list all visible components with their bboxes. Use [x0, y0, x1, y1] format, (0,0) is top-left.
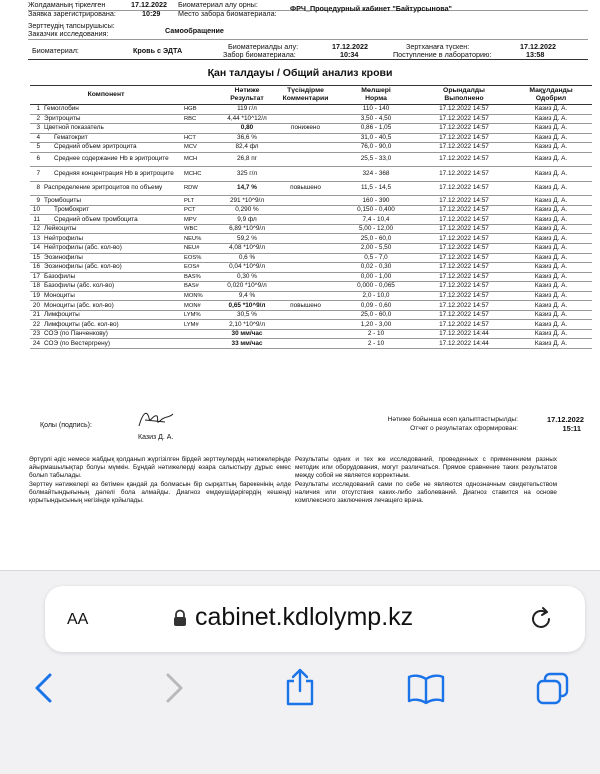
collect-location: ФРЧ_Процедурный кабинет "Байтурсынова"	[290, 4, 452, 13]
row-result: 0,6 %	[217, 253, 277, 263]
col-comment-kz: Түсіндірме	[287, 87, 324, 94]
row-number: 15	[30, 253, 42, 263]
col-comment	[277, 86, 334, 105]
row-norm: 0,09 - 0,60	[334, 301, 418, 311]
customer-value: Самообращение	[165, 26, 224, 35]
aa-label: AA	[67, 611, 89, 628]
row-approved: Казиз Д. А.	[510, 133, 592, 143]
row-approved: Казиз Д. А.	[510, 301, 592, 311]
table-row	[30, 152, 592, 167]
row-result: 6,89 *10^9/л	[217, 224, 277, 234]
row-component: Лимфоциты (абс. кол-во)	[42, 320, 182, 330]
row-number: 18	[30, 282, 42, 292]
row-number: 20	[30, 301, 42, 311]
row-number: 6	[30, 152, 42, 167]
table-row	[30, 234, 592, 244]
row-done: 17.12.2022 14:57	[418, 167, 510, 182]
row-comment	[277, 291, 334, 301]
row-result: 14,7 %	[217, 181, 277, 196]
row-done: 17.12.2022 14:57	[418, 105, 510, 115]
row-comment	[277, 215, 334, 225]
row-number: 8	[30, 181, 42, 196]
row-component: Нейтрофилы	[42, 234, 182, 244]
row-norm: 2,00 - 5,50	[334, 243, 418, 253]
row-result: 0,290 %	[217, 205, 277, 215]
row-approved: Казиз Д. А.	[510, 234, 592, 244]
col-norm-ru: Норма	[365, 95, 387, 102]
row-component: Гемоглобин	[42, 105, 182, 115]
row-norm: 2,0 - 10,0	[334, 291, 418, 301]
row-result: 4,44 *10^12/л	[217, 114, 277, 124]
row-done: 17.12.2022 14:57	[418, 282, 510, 292]
col-done-ru: Выполнено	[444, 95, 484, 102]
row-comment	[277, 167, 334, 182]
forward-icon[interactable]	[162, 671, 186, 705]
row-component: Базофилы (абс. кол-во)	[42, 282, 182, 292]
row-done: 17.12.2022 14:57	[418, 143, 510, 153]
lab-label: Зертханаға түскен:	[406, 42, 470, 51]
row-component: Тромбокрит	[42, 205, 182, 215]
bottom-toolbar	[0, 671, 600, 731]
row-code: PCT	[182, 205, 217, 215]
col-done-kz: Орындалды	[443, 87, 485, 94]
row-norm: 0,02 - 0,30	[334, 263, 418, 273]
row-component: Цветной показатель	[42, 124, 182, 134]
row-code: PLT	[182, 196, 217, 206]
row-result: 30,5 %	[217, 310, 277, 320]
row-comment	[277, 224, 334, 234]
table-row	[30, 224, 592, 234]
row-comment	[277, 282, 334, 292]
row-norm: 31,0 - 40,5	[334, 133, 418, 143]
col-comment-ru: Комментарии	[282, 95, 329, 102]
lock-icon	[173, 609, 187, 627]
taken-label: Биоматериалды алу:	[228, 42, 299, 51]
row-comment	[277, 263, 334, 273]
table-header-row	[30, 86, 592, 105]
row-done: 17.12.2022 14:44	[418, 329, 510, 339]
row-result: 0,020 *10^9/л	[217, 282, 277, 292]
table-row	[30, 124, 592, 134]
col-result-ru: Результат	[230, 95, 264, 102]
registered-label: Жолдаманың тіркелген	[28, 0, 106, 9]
row-norm: 2 - 10	[334, 329, 418, 339]
row-code: MCHC	[182, 167, 217, 182]
row-done: 17.12.2022 14:44	[418, 339, 510, 349]
row-done: 17.12.2022 14:57	[418, 133, 510, 143]
taken-date: 17.12.2022	[332, 42, 368, 51]
row-result: 36,6 %	[217, 133, 277, 143]
table-row	[30, 253, 592, 263]
row-done: 17.12.2022 14:57	[418, 291, 510, 301]
row-code: WBC	[182, 224, 217, 234]
row-done: 17.12.2022 14:57	[418, 152, 510, 167]
col-approved-ru: Одобрил	[535, 95, 567, 102]
row-result: 119 г/л	[217, 105, 277, 115]
row-code: RDW	[182, 181, 217, 196]
table-row	[30, 243, 592, 253]
table-row	[30, 301, 592, 311]
row-done: 17.12.2022 14:57	[418, 310, 510, 320]
registered-time: 10:29	[142, 8, 161, 18]
row-result: 4,08 *10^9/л	[217, 243, 277, 253]
row-norm: 25,5 - 33,0	[334, 152, 418, 167]
row-result: 0,30 %	[217, 272, 277, 282]
row-norm: 25,0 - 60,0	[334, 310, 418, 320]
collect-label: Биоматериал алу орны:	[178, 0, 258, 9]
row-result: 291 *10^9/л	[217, 196, 277, 206]
row-number: 13	[30, 234, 42, 244]
row-comment	[277, 339, 334, 349]
row-result: 0,65 *10^9/л	[217, 301, 277, 311]
row-code: EOS%	[182, 253, 217, 263]
row-code: NEU%	[182, 234, 217, 244]
row-norm: 25,0 - 60,0	[334, 234, 418, 244]
row-code: EOS#	[182, 263, 217, 273]
row-code: MPV	[182, 215, 217, 225]
row-comment	[277, 205, 334, 215]
taken-label-ru: Забор биоматериала:	[223, 50, 296, 59]
row-comment	[277, 320, 334, 330]
row-number: 4	[30, 133, 42, 143]
row-done: 17.12.2022 14:57	[418, 114, 510, 124]
table-row	[30, 329, 592, 339]
row-approved: Казиз Д. А.	[510, 114, 592, 124]
row-comment	[277, 253, 334, 263]
customer-label: Зерттеудің тапсырушысы:	[28, 21, 115, 30]
collect-label-ru: Место забора биоматериала:	[178, 8, 277, 18]
lab-time: 13:58	[526, 50, 545, 59]
reload-icon[interactable]	[527, 605, 555, 633]
lab-date: 17.12.2022	[520, 42, 556, 51]
row-done: 17.12.2022 14:57	[418, 224, 510, 234]
row-comment	[277, 152, 334, 167]
share-icon[interactable]	[283, 667, 317, 707]
row-approved: Казиз Д. А.	[510, 329, 592, 339]
lab-label-ru: Поступление в лабораторию:	[393, 50, 492, 59]
row-comment: повышено	[277, 301, 334, 311]
note-ru-1: Результаты одних и тех же исследований, проведенных с применением разных методик или оборудования, могут различаться. Прямое сравнение таких результатов между собой не является корректным.	[295, 456, 557, 479]
row-component: СОЭ (по Панченкову)	[42, 329, 182, 339]
row-approved: Казиз Д. А.	[510, 143, 592, 153]
row-code: MCV	[182, 143, 217, 153]
row-comment: повышено	[277, 181, 334, 196]
row-number: 3	[30, 124, 42, 134]
row-comment	[277, 272, 334, 282]
row-result: 2,10 *10^9/л	[217, 320, 277, 330]
notes-kz	[29, 456, 291, 507]
row-number: 17	[30, 272, 42, 282]
row-component: Гематокрит	[42, 133, 182, 143]
row-approved: Казиз Д. А.	[510, 205, 592, 215]
row-norm: 2 - 10	[334, 339, 418, 349]
row-number: 7	[30, 167, 42, 182]
row-component: Эозинофилы	[42, 253, 182, 263]
row-norm: 160 - 390	[334, 196, 418, 206]
row-comment	[277, 329, 334, 339]
report-header	[28, 0, 588, 60]
row-approved: Казиз Д. А.	[510, 181, 592, 196]
row-code: MCH	[182, 152, 217, 167]
row-comment	[277, 114, 334, 124]
row-code	[182, 339, 217, 349]
registered-date: 17.12.2022	[131, 0, 167, 9]
row-result: 0,04 *10^9/л	[217, 263, 277, 273]
row-result: 33 мм/час	[217, 339, 277, 349]
col-approved-kz: Мақұлданды	[529, 87, 573, 94]
row-norm: 3,50 - 4,50	[334, 114, 418, 124]
row-number: 5	[30, 143, 42, 153]
row-norm: 0,00 - 1,00	[334, 272, 418, 282]
row-approved: Казиз Д. А.	[510, 215, 592, 225]
table-row	[30, 291, 592, 301]
row-done: 17.12.2022 14:57	[418, 124, 510, 134]
row-norm: 0,150 - 0,400	[334, 205, 418, 215]
row-component: Моноциты (абс. кол-во)	[42, 301, 182, 311]
row-result: 26,8 пг	[217, 152, 277, 167]
row-comment	[277, 243, 334, 253]
row-code: HCT	[182, 133, 217, 143]
row-norm: 7,4 - 10,4	[334, 215, 418, 225]
registered-label-ru: Заявка зарегистрирована:	[28, 8, 116, 18]
col-result-kz: Нәтиже	[234, 87, 260, 94]
row-code: LYM#	[182, 320, 217, 330]
row-number: 10	[30, 205, 42, 215]
row-comment	[277, 196, 334, 206]
row-number: 11	[30, 215, 42, 225]
row-done: 17.12.2022 14:57	[418, 243, 510, 253]
page-title: Қан талдауы / Общий анализ крови	[207, 67, 393, 79]
row-approved: Казиз Д. А.	[510, 263, 592, 273]
row-component: Базофилы	[42, 272, 182, 282]
row-result: 325 г/л	[217, 167, 277, 182]
row-number: 16	[30, 263, 42, 273]
row-done: 17.12.2022 14:57	[418, 215, 510, 225]
row-approved: Казиз Д. А.	[510, 167, 592, 182]
row-code: NEU#	[182, 243, 217, 253]
row-result: 59,2 %	[217, 234, 277, 244]
row-result: 9,9 фл	[217, 215, 277, 225]
row-number: 2	[30, 114, 42, 124]
report-date: 17.12.2022	[547, 415, 584, 424]
table-row	[30, 205, 592, 215]
row-done: 17.12.2022 14:57	[418, 234, 510, 244]
table-row	[30, 320, 592, 330]
row-approved: Казиз Д. А.	[510, 310, 592, 320]
table-row	[30, 105, 592, 115]
row-component: Лейкоциты	[42, 224, 182, 234]
row-done: 17.12.2022 14:57	[418, 196, 510, 206]
row-done: 17.12.2022 14:57	[418, 263, 510, 273]
row-approved: Казиз Д. А.	[510, 291, 592, 301]
row-result: 9,4 %	[217, 291, 277, 301]
row-code: BAS%	[182, 272, 217, 282]
table-row	[30, 310, 592, 320]
row-approved: Казиз Д. А.	[510, 320, 592, 330]
table-row	[30, 133, 592, 143]
notes-ru	[295, 456, 557, 507]
signature-label: Қолы (подпись):	[40, 422, 92, 429]
row-comment	[277, 105, 334, 115]
col-approved	[510, 86, 592, 105]
col-norm	[334, 86, 418, 105]
row-norm: 76,0 - 90,0	[334, 143, 418, 153]
row-result: 82,4 фл	[217, 143, 277, 153]
table-row	[30, 339, 592, 349]
row-component: Средняя концентрация Hb в эритроците	[42, 167, 182, 182]
row-approved: Казиз Д. А.	[510, 272, 592, 282]
table-row	[30, 263, 592, 273]
row-component: Средний объем тромбоцита	[42, 215, 182, 225]
row-done: 17.12.2022 14:57	[418, 205, 510, 215]
row-code: BAS#	[182, 282, 217, 292]
row-number: 9	[30, 196, 42, 206]
signature-icon	[135, 408, 177, 434]
row-number: 1	[30, 105, 42, 115]
col-code	[182, 86, 217, 105]
report-label-ru: Отчет о результатах сформирован:	[410, 424, 518, 432]
row-approved: Казиз Д. А.	[510, 105, 592, 115]
row-number: 19	[30, 291, 42, 301]
bookmarks-icon[interactable]	[406, 673, 446, 705]
row-code: HGB	[182, 105, 217, 115]
row-norm: 0,000 - 0,065	[334, 282, 418, 292]
reader-text-size-button[interactable]	[67, 604, 88, 630]
table-row	[30, 215, 592, 225]
row-component: Нейтрофилы (абс. кол-во)	[42, 243, 182, 253]
row-approved: Казиз Д. А.	[510, 253, 592, 263]
row-component: СОЭ (по Вестергрену)	[42, 339, 182, 349]
biomaterial-label: Биоматериал:	[32, 46, 79, 55]
row-component: Среднее содержание Hb в эритроците	[42, 152, 182, 167]
row-comment	[277, 133, 334, 143]
row-comment: понижено	[277, 124, 334, 134]
table-row	[30, 282, 592, 292]
row-number: 21	[30, 310, 42, 320]
row-approved: Казиз Д. А.	[510, 339, 592, 349]
col-component: Компонент	[30, 86, 182, 105]
row-approved: Казиз Д. А.	[510, 243, 592, 253]
table-row	[30, 181, 592, 196]
tabs-icon[interactable]	[535, 671, 571, 707]
row-result: 30 мм/час	[217, 329, 277, 339]
results-table	[30, 85, 592, 349]
row-approved: Казиз Д. А.	[510, 124, 592, 134]
table-row	[30, 143, 592, 153]
row-approved: Казиз Д. А.	[510, 196, 592, 206]
row-component: Лимфоциты	[42, 310, 182, 320]
note-kz-2: Зерттеу нәтижелері өз бетімен қандай да болмасын бір сырқаттың барекенінің әлде болмайтындығының дәлелі бола алмайды. Диагноз емдеушідәрігердің кешенді қорытындысының негізінде қойылады.	[29, 481, 291, 504]
url-display[interactable]	[173, 603, 413, 632]
col-norm-kz: Мөлшері	[361, 87, 391, 94]
table-row	[30, 167, 592, 182]
table-row	[30, 196, 592, 206]
row-norm: 11,5 - 14,5	[334, 181, 418, 196]
row-component: Распределение эритроцитов по объему	[42, 181, 182, 196]
row-component: Эозинофилы (абс. кол-во)	[42, 263, 182, 273]
row-code: MON%	[182, 291, 217, 301]
biomaterial-value: Кровь с ЭДТА	[133, 46, 183, 55]
browser-chrome	[0, 570, 600, 774]
row-norm: 110 - 140	[334, 105, 418, 115]
col-result	[217, 86, 277, 105]
signature-name: Казиз Д. А.	[138, 434, 174, 441]
row-comment	[277, 234, 334, 244]
row-comment	[277, 143, 334, 153]
row-number: 14	[30, 243, 42, 253]
row-result: 0,80	[217, 124, 277, 134]
row-component: Тромбоциты	[42, 196, 182, 206]
address-bar[interactable]	[45, 586, 585, 652]
table-row	[30, 272, 592, 282]
row-component: Эритроциты	[42, 114, 182, 124]
taken-time: 10:34	[340, 50, 359, 59]
customer-label-ru: Заказчик исследования:	[28, 29, 109, 38]
row-done: 17.12.2022 14:57	[418, 181, 510, 196]
report-label-kz: Нәтиже бойынша есеп қалыптастырылды:	[387, 416, 518, 423]
report-time: 15:11	[562, 424, 581, 433]
row-component: Средний объем эритроцита	[42, 143, 182, 153]
row-code	[182, 124, 217, 134]
row-done: 17.12.2022 14:57	[418, 320, 510, 330]
row-approved: Казиз Д. А.	[510, 224, 592, 234]
row-code: RBC	[182, 114, 217, 124]
row-code	[182, 329, 217, 339]
table-row	[30, 114, 592, 124]
row-number: 23	[30, 329, 42, 339]
row-done: 17.12.2022 14:57	[418, 301, 510, 311]
row-number: 12	[30, 224, 42, 234]
row-norm: 1,20 - 3,00	[334, 320, 418, 330]
row-number: 22	[30, 320, 42, 330]
row-done: 17.12.2022 14:57	[418, 272, 510, 282]
row-approved: Казиз Д. А.	[510, 282, 592, 292]
row-norm: 0,5 - 7,0	[334, 253, 418, 263]
note-kz-1: Әртүрлі әдіс немесе жабдық қолданып жүргізілген бірдей зерттеулердің нәтижелеріңде айырмашылықтар болуы мүмкін. Бұндай нәтижелерді өзара салыстыру дұрыс емес болып табылады.	[29, 456, 291, 479]
row-norm: 5,00 - 12,00	[334, 224, 418, 234]
row-norm: 0,86 - 1,05	[334, 124, 418, 134]
row-norm: 324 - 368	[334, 167, 418, 182]
note-ru-2: Результаты исследований сами по себе не являются однозначным свидетельством наличия или отсутствия каких-либо заболеваний. Диагноз ставится на основе комплексного заключения лечащего врача.	[295, 481, 557, 504]
back-icon[interactable]	[32, 671, 56, 705]
row-comment	[277, 310, 334, 320]
row-code: MON#	[182, 301, 217, 311]
row-done: 17.12.2022 14:57	[418, 253, 510, 263]
row-number: 24	[30, 339, 42, 349]
url-text: cabinet.kdlolymp.kz	[195, 603, 414, 631]
row-component: Моноциты	[42, 291, 182, 301]
row-code: LYM%	[182, 310, 217, 320]
row-approved: Казиз Д. А.	[510, 152, 592, 167]
col-done	[418, 86, 510, 105]
